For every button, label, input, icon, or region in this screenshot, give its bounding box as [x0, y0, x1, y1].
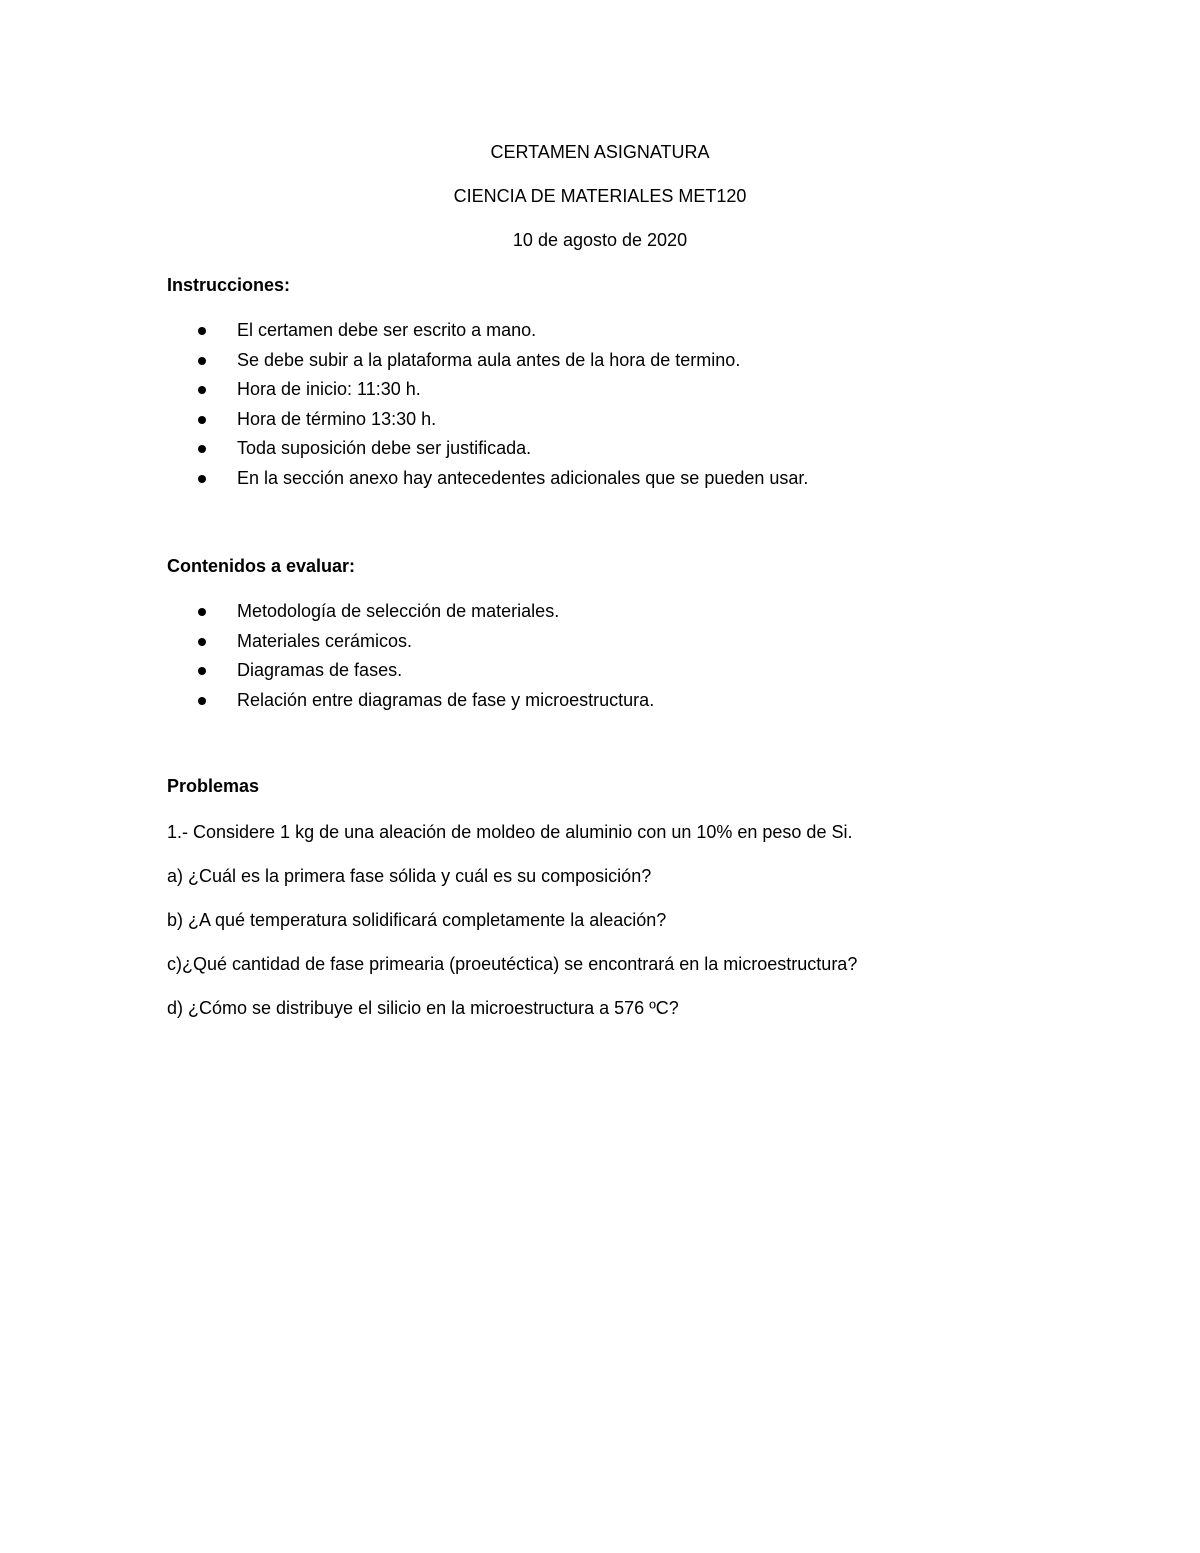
document-page: CERTAMEN ASIGNATURA CIENCIA DE MATERIALES MET120 10 de agosto de 2020 Instrucciones: El certamen debe ser escrito a mano. Se debe subir a la plataforma aula antes de la hora de termino. Hora de inicio: 11:30 h. Hora de término 13:30 h. Toda suposición debe ser justificada. En la sección anexo hay antecedentes adicionales que se pueden usar. Contenidos a evaluar: Metodología de selección de materiales. Materiales cerámicos. Diagramas de fases. Relación entre diagramas de fase y microestructura. Problemas 1.- Considere 1 kg de una aleación de moldeo de aluminio con un 10% en peso de Si. a) ¿Cuál es la primera fase sólida y cuál es su composición? b) ¿A qué temperatura solidificará completamente la aleación? c)¿Qué cantidad de fase primearia (proeutéctica) se encontrará en la microestructura? d) ¿Cómo se distribuye el silicio en la microestructura a 576 ºC? — [0, 0, 1200, 1553]
bullet-icon — [198, 357, 206, 365]
contents-heading: Contenidos a evaluar: — [167, 556, 356, 576]
question-a: a) ¿Cuál es la primera fase sólida y cuál es su composición? — [167, 866, 652, 886]
problems-heading: Problemas — [167, 776, 260, 796]
problem-statement: 1.- Considere 1 kg de una aleación de moldeo de aluminio con un 10% en peso de Si. — [167, 822, 853, 842]
exam-date: 10 de agosto de 2020 — [512, 230, 688, 250]
bullet-icon — [198, 445, 206, 453]
document-title: CERTAMEN ASIGNATURA — [490, 142, 710, 162]
bullet-icon — [198, 697, 206, 705]
bullet-icon — [198, 638, 206, 646]
question-c: c)¿Qué cantidad de fase primearia (proeutéctica) se encontrará en la microestructura? — [167, 954, 858, 974]
question-b: b) ¿A qué temperatura solidificará completamente la aleación? — [167, 910, 667, 930]
bullet-icon — [198, 667, 206, 675]
bullet-icon — [198, 327, 206, 335]
question-d: d) ¿Cómo se distribuye el silicio en la microestructura a 576 ºC? — [167, 998, 679, 1018]
bullet-icon — [198, 608, 206, 616]
bullet-icon — [198, 386, 206, 394]
instructions-heading: Instrucciones: — [167, 275, 291, 295]
bullet-icon — [198, 475, 206, 483]
bullet-icon — [198, 416, 206, 424]
course-name: CIENCIA DE MATERIALES MET120 — [453, 186, 747, 206]
